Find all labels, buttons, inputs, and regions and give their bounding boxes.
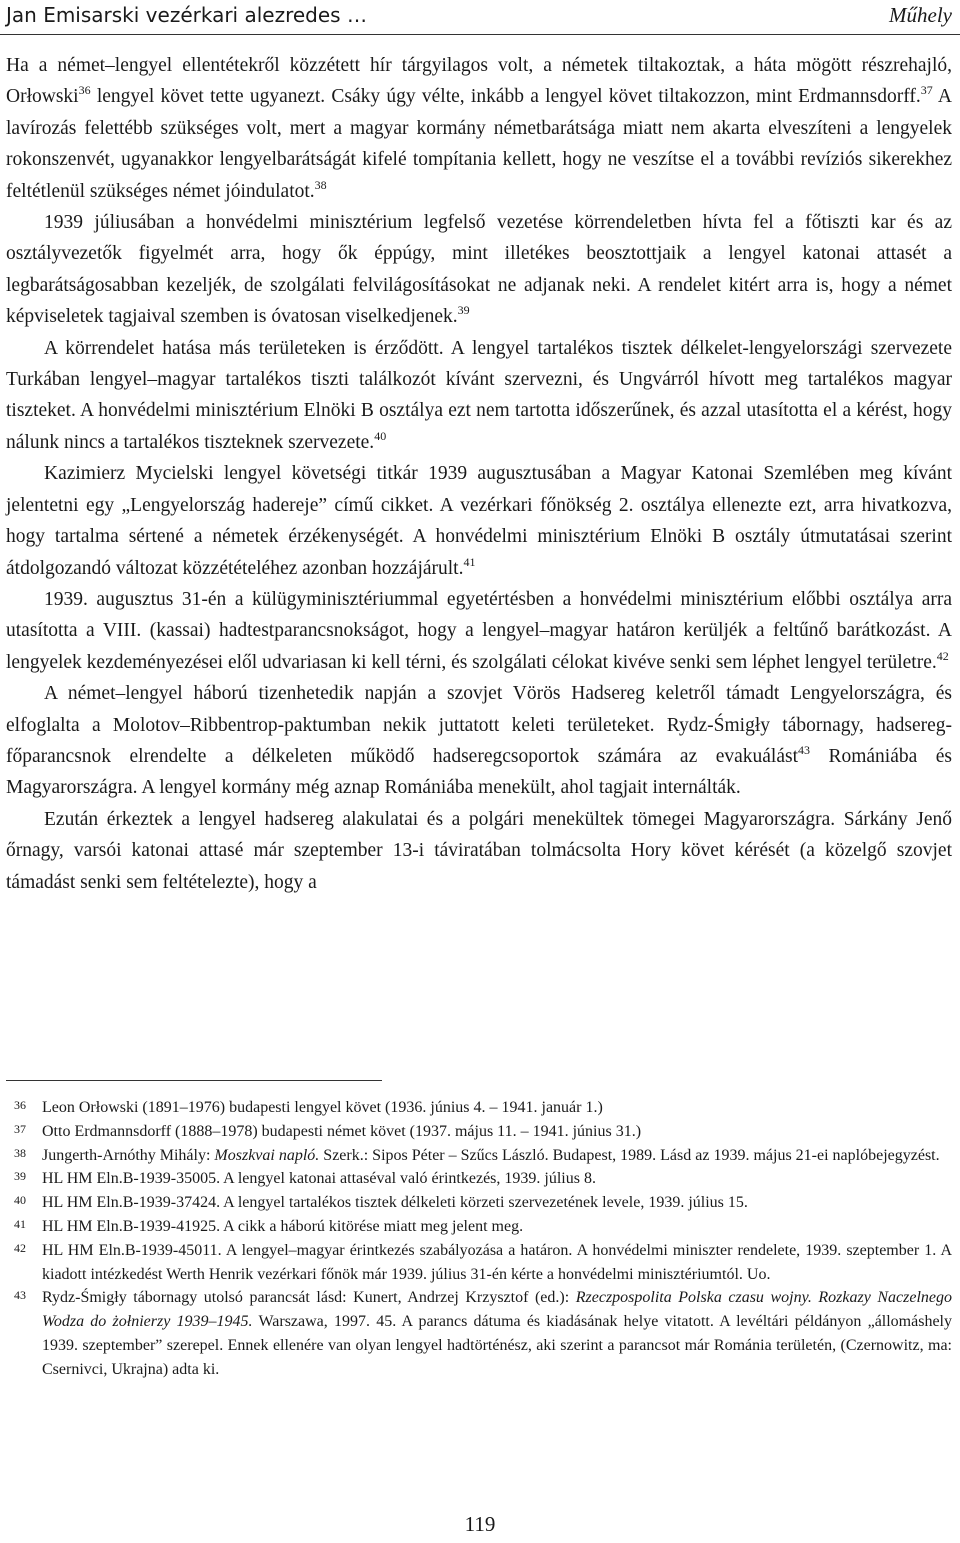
footnote [6, 1096, 952, 1120]
footnote-text: Otto Erdmannsdorff (1888–1978) budapesti német követ (1937. május 11. – 1941. június 31.) [42, 1122, 642, 1140]
running-header-title: Jan Emisarski vezérkari alezredes … [6, 3, 367, 27]
page-number: 119 [464, 1512, 496, 1536]
footnote-divider [6, 1080, 382, 1081]
footnote-number: 37 [14, 1121, 26, 1136]
footnote-reference: 41 [463, 554, 476, 569]
footnote-number: 43 [14, 1288, 26, 1303]
footnote-italic-title: Moszkvai napló. [214, 1146, 320, 1164]
paragraph-text: Ha a német–lengyel ellentétekről közzétett hír tárgyilagos volt, a németek tiltakoztak, a háta mögött részrehajló, Orłowski [6, 55, 952, 108]
footnote-reference: 39 [457, 303, 470, 318]
paragraph [6, 50, 952, 207]
footnote-text: Leon Orłowski (1891–1976) budapesti lengyel követ (1936. június 4. – 1941. január 1.) [42, 1099, 603, 1116]
footnote [6, 1215, 952, 1239]
body-text [6, 50, 952, 898]
footnote-reference: 38 [314, 177, 327, 192]
footnote-text: HL HM Eln.B-1939-41925. A cikk a háború kitörése miatt meg jelent meg. [42, 1217, 524, 1235]
footnote-text: HL HM Eln.B-1939-45011. A lengyel–magyar érintkezés szabályozása a határon. A honvédelmi miniszter rendelete, 1939. szeptember 1. A kiadott intézkedést Werth Henrik vezérkari főnök már 1939. július 31-én kérte a honvédelmi minisztériumtól. Uo. [42, 1241, 952, 1283]
footnote [6, 1144, 952, 1168]
paragraph-text: lengyel követ tette ugyanezt. Csáky úgy vélte, inkább a lengyel követ tiltakozzon, mint Erdmannsdorff. [90, 86, 921, 108]
paragraph-text: A körrendelet hatása más területeken is érződött. A lengyel tartalékos tisztek délkelet-lengyelországi szervezete Turkában lengyel–magyar tartalékos tiszti találkozót kívánt szervezni, és Ungvárról hívott meg tartalékos magyar tiszteket. A honvédelmi minisztérium Elnöki B osztálya ezt nem tartotta időszerűnek, és azzal utasította el a kérést, hogy nálunk nincs a tartalékos tiszteknek szervezete. [6, 337, 952, 453]
footnote-number: 41 [14, 1216, 26, 1231]
footnote-number: 40 [14, 1193, 26, 1208]
footnote-text: Rydz-Śmigły tábornagy utolsó parancsát lásd: Kunert, Andrzej Krzysztof (ed.): [42, 1289, 576, 1307]
paragraph [6, 584, 952, 678]
footnote-reference: 43 [798, 742, 811, 757]
footnote [6, 1120, 952, 1144]
footnote-text: HL HM Eln.B-1939-37424. A lengyel tartalékos tisztek délkeleti körzeti szervezetének levele, 1939. július 15. [42, 1194, 748, 1212]
paragraph-text: A német–lengyel háború tizenhetedik napján a szovjet Vörös Hadsereg keletről támadt Lengyelországra, és elfoglalta a Molotov–Ribbentrop-paktumban nekik juttatott keleti területeket. Rydz-Śmigły tábornagy, hadsereg-főparancsnok elrendelte a délkeleten működő hadseregcsoportok számára az evakuálást [6, 683, 952, 767]
paragraph-text: Kazimierz Mycielski lengyel követségi titkár 1939 augusztusában a Magyar Katonai Szemlében meg kívánt jelentetni egy „Lengyelország hadereje” című cikket. A vezérkari főnökség 2. osztálya ellenezte ezt, arra hivatkozva, hogy tartalma sértené a németek érzékenységét. A honvédelmi minisztérium Elnöki B osztály útmutatásai szerint átdolgozandó változat közzétételéhez azonban hozzájárult. [6, 463, 952, 579]
running-header-section: Műhely [889, 3, 952, 27]
footnote [6, 1167, 952, 1191]
footnote-number: 38 [14, 1145, 26, 1160]
footnote-reference: 40 [374, 428, 387, 443]
paragraph-text: Romániába és Magyarországra. A lengyel kormány még aznap Romániába menekült, ahol tagjait internálták. [6, 745, 952, 799]
paragraph [6, 207, 952, 333]
footnote-text: Warszawa, 1997. 45. A parancs dátuma és kiadásának helye vitatott. A levéltári példányon „állomáshely 1939. szeptember” szerepel. Ennek ellenére van olyan lengyel hadtörténész, aki szerint a parancsot már Románia területén, (Czernowitz, ma: Csernivci, Ukrajna) adta ki. [42, 1313, 953, 1378]
footnotes [6, 1096, 952, 1382]
running-header [0, 0, 960, 35]
footnote-italic-title: Rzeczpospolita Polska czasu wojny. Rozkazy Naczelnego Wodza do żołnierzy 1939–1945. [42, 1289, 952, 1331]
paragraph-text: 1939 júliusában a honvédelmi minisztérium legfelső vezetése körrendeletben hívta fel a főtiszti kar és az osztályvezetők figyelmét arra, hogy ők éppúgy, mint illetékes beosztottjaik a lengyel katonai attasét a legbarátságosabban kezeljék, de szolgálati felvilágosításokat ne adjanak neki. A rendelet kitért arra is, hogy a német képviseletek tagjaival szemben is óvatosan viselkedjenek. [6, 212, 952, 328]
paragraph [6, 458, 952, 584]
paragraph [6, 678, 952, 804]
footnote [6, 1286, 952, 1381]
paragraph [6, 804, 952, 898]
footnote [6, 1239, 952, 1287]
paragraph-text: 1939. augusztus 31-én a külügyminisztériummal egyetértésben a honvédelmi minisztérium előbbi osztálya arra utasította a VIII. (kassai) hadtestparancsnokságot, hogy a lengyel–magyar határon kerüljék a feltűnő barátkozást. A lengyelek kezdeményezései elől udvariasan ki kell térni, és szolgálati célokat kivéve senki sem léphet lengyel területre. [6, 588, 952, 673]
footnote-number: 42 [14, 1240, 26, 1255]
paragraph [6, 333, 952, 459]
paragraph-text: A lavírozás felettébb szükséges volt, mert a magyar kormány németbarátsága miatt nem akarta elveszíteni a lengyelek rokonszenvét, ugyanakkor lengyelbarátságát kifelé tompítania kellett, hogy ne veszítse el a további revíziós sikerekhez feltétlenül szükséges német jóindulatot. [6, 86, 952, 202]
footnote-text: Szerk.: Sipos Péter – Szűcs László. Budapest, 1989. Lásd az 1939. május 21-ei naplóbejegyzést. [319, 1146, 940, 1164]
footnote-reference: 37 [920, 83, 933, 98]
footnote-number: 39 [14, 1169, 26, 1184]
footnote-number: 36 [14, 1098, 26, 1112]
footnote [6, 1191, 952, 1215]
paragraph-text: Ezután érkeztek a lengyel hadsereg alakulatai és a polgári menekültek tömegei Magyarországra. Sárkány Jenő őrnagy, varsói katonai attasé már szeptember 13-i táviratában tolmácsolta Hory követ kérését (a közelgő szovjet támadást senki sem feltételezte), hogy a [6, 808, 952, 893]
footnote-text: HL HM Eln.B-1939-35005. A lengyel katonai attaséval való érintkezés, 1939. július 8. [42, 1170, 596, 1188]
footnote-text: Jungerth-Arnóthy Mihály: [42, 1146, 215, 1164]
footnote-reference: 36 [78, 83, 91, 98]
footnote-reference: 42 [936, 648, 949, 663]
